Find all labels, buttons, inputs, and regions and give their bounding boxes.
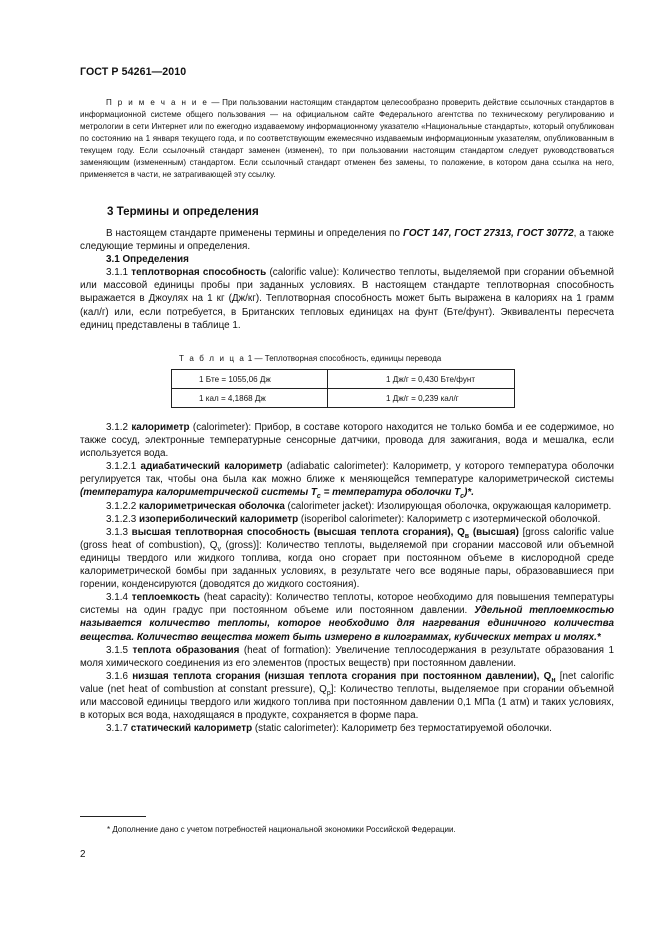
table-cell: 1 Дж/г = 0,239 кал/г [328, 389, 515, 408]
term-3-1-5: 3.1.5 теплота образования (heat of formation): Увеличение теплосодержания в результате образования 1 моля химического соединения из его элементов (простых веществ) при постоянном давлении. [80, 644, 614, 669]
table-cell: 1 Бте = 1055,06 Дж [172, 370, 328, 389]
subsection-title: 3.1 Определения [106, 254, 189, 266]
section-title: 3 Термины и определения [107, 205, 259, 218]
term-3-1-1: 3.1.1 теплотворная способность (calorific value): Количество теплоты, выделяемой при сгорании объемной или массовой единицы пробы при заданных условиях. В настоящем стандарте теплотворная способность выражается в Джоулях на 1 кг (Дж/кг). Теплотворная способность может быть выражена в калориях на 1 грамм (кал/г) или, если потребуется, в Британских тепловых единицах на фунт (Бте/фунт). Эквиваленты пересчета единиц представлены в таблице 1. [80, 267, 614, 331]
note-text: — При пользовании настоящим стандартом целесообразно проверить действие ссылочных стандартов в информационной системе общего пользования — на официальном сайте Федерального агентства по техническому регулированию и метрологии в сети Интернет или по ежегодно издаваемому информационному указателю «Национальные стандарты», который опубликован по состоянию на 1 января текущего года, и по соответствующим ежемесячно издаваемым информационным указателям, опубликованным в текущем году. Если ссылочный стандарт заменен (изменен), то при пользовании настоящим стандартом следует руководствоваться заменяющим (измененным) стандартом. Если ссылочный стандарт отменен без замены, то положение, в котором дана ссылка на него, применяется в части, не затрагивающей эту ссылку. [80, 98, 614, 180]
table-cell: 1 Дж/г = 0,430 Бте/фунт [328, 370, 515, 389]
page-number: 2 [80, 849, 86, 860]
intro-paragraph: В настоящем стандарте применены термины и определения по ГОСТ 147, ГОСТ 27313, ГОСТ 30772, а также следующие термины и определения. [80, 228, 615, 253]
term-3-1-3: 3.1.3 высшая теплотворная способность (высшая теплота сгорания), $Q_в$ (высшая) [gross calorific value (gross heat of combustion), $Q_v$ (gross)]: Количество теплоты, выделяемой при сгорании массовой или объемной единицы твердого или жидкого топлива, когда оно сгорает при постоянном объеме в кислородной среде калориметрической бомбы при заданных условиях, в результате чего все водяные пары, образовавшиеся при горении, конденсируются (доводятся до жидкого состояния). [80, 526, 615, 591]
standard-refs: ГОСТ 147, ГОСТ 27313, ГОСТ 30772 [402, 228, 574, 239]
document-header: ГОСТ Р 54261—2010 [80, 66, 187, 78]
definitions-block-1 [80, 227, 614, 332]
table-caption: Т а б л и ц а 1 — Теплотворная способность, единицы перевода [179, 354, 442, 363]
footnote-divider [80, 816, 146, 817]
term-3-1-2-1: 3.1.2.1 адиабатический калориметр (adiabatic calorimeter): Калориметр, у которого температура оболочки регулируется так, чтобы она была как можно ближе к меняющейся температуре калориметрической системы (температура калориметрической системы $T_с$ = температура оболочки $T_с)*$. [80, 461, 614, 501]
definitions-block-2 [80, 421, 614, 735]
term-3-1-2-3: 3.1.2.3 изопериболический калориметр (isoperibol calorimeter): Калориметр с изотермической оболочкой. [106, 513, 601, 525]
term-3-1-6: 3.1.6 низшая теплота сгорания (низшая теплота сгорания при постоянном давлении), $Q_н$ [net calorific value (net heat of combustion at constant pressure), $Q_p$]: Количество теплоты, выделяемое при сгорании объемной или массовой единицы твердого или жидкого топлива при постоянном давлении 0,1 МПа (1 атм) и таких условиях, в которых вся вода, находящаяся в продукте, сохраняется в форме пара. [80, 670, 614, 722]
conversion-table [171, 369, 515, 408]
term-3-1-2-2: 3.1.2.2 калориметрическая оболочка (calorimeter jacket): Изолирующая оболочка, окружающая калориметр. [106, 500, 612, 512]
term-3-1-2: 3.1.2 калориметр (calorimeter): Прибор, в составе которого находится не только бомба и ее содержимое, но также сосуд, электронные температурные сенсорные датчики, провода для зажигания, вода и мешалка, если используется вода. [80, 422, 614, 460]
table-row [172, 370, 515, 389]
note-paragraph [80, 97, 614, 181]
table-row [172, 389, 515, 408]
term-3-1-4: 3.1.4 теплоемкость (heat capacity): Количество теплоты, которое необходимо для повышения температуры системы на один градус при постоянном объеме или постоянном давлении. Удельной теплоемкостью называется количество теплоты, которое необходимо для нагревания единичного количества вещества. Количество вещества может быть измерено в килограммах, кубических метрах и молях.* [80, 592, 614, 643]
footnote: * Дополнение дано с учетом потребностей национальной экономики Российской Федерации. [107, 825, 456, 834]
note-label: П р и м е ч а н и е [106, 98, 209, 107]
term-3-1-7: 3.1.7 статический калориметр (static calorimeter): Калориметр без термостатируемой оболочки. [106, 723, 552, 735]
table-cell: 1 кал = 4,1868 Дж [172, 389, 328, 408]
